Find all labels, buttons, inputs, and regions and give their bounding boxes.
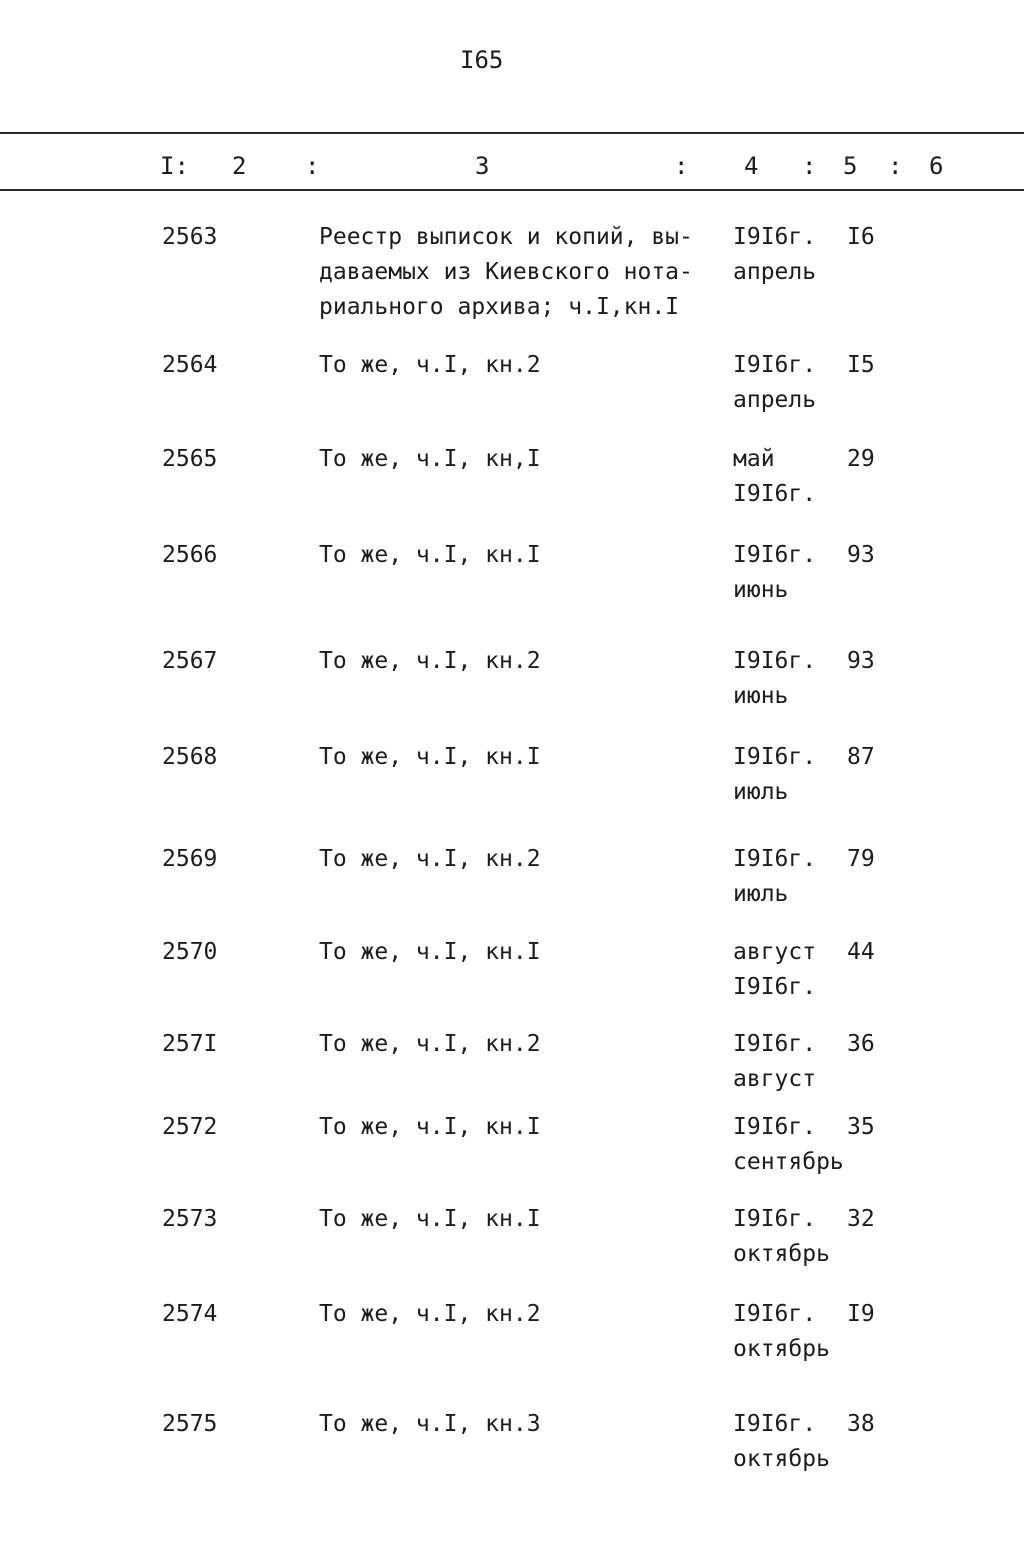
file-date-line: октябрь (733, 1446, 830, 1472)
header-top-rule (0, 132, 1024, 134)
file-number: 2564 (162, 352, 218, 378)
file-date (733, 1027, 816, 1097)
file-title (319, 220, 693, 325)
file-title-line: То же, ч.I, кн.I (319, 1206, 541, 1232)
sheet-count: 44 (847, 939, 875, 965)
file-date-line: I9I6г. (733, 744, 817, 770)
file-date (733, 1202, 830, 1272)
sheet-count: 93 (847, 648, 875, 674)
file-date-line: сентябрь (733, 1149, 844, 1175)
file-date-line: I9I6г. (733, 1114, 817, 1140)
file-date-line: I9I6г. (733, 481, 817, 507)
file-date-line: I9I6г. (733, 648, 817, 674)
column-header-2: 2 (232, 152, 247, 180)
file-number: 2570 (162, 939, 218, 965)
sheet-count: 79 (847, 846, 875, 872)
sheet-count: 29 (847, 446, 875, 472)
file-title-line: То же, ч.I, кн.I (319, 744, 541, 770)
file-date-line: апрель (733, 387, 817, 413)
file-date-line: август (733, 1066, 817, 1092)
column-separator: : (802, 152, 817, 180)
file-number: 2575 (162, 1411, 218, 1437)
file-title-line: То же, ч.I, кн.2 (319, 352, 541, 378)
file-date (733, 740, 816, 810)
file-date-line: май (733, 446, 775, 472)
file-title-line: даваемых из Киевского нота- (319, 259, 693, 285)
column-separator: : (674, 152, 689, 180)
file-title (319, 842, 541, 877)
file-number: 2568 (162, 744, 218, 770)
column-separator: : (305, 152, 320, 180)
file-title-line: То же, ч.I, кн.2 (319, 1301, 541, 1327)
file-title (319, 1027, 541, 1062)
sheet-count: I9 (847, 1301, 875, 1327)
file-title (319, 348, 541, 383)
file-date-line: октябрь (733, 1241, 830, 1267)
file-title (319, 644, 541, 679)
file-date-line: I9I6г. (733, 974, 817, 1000)
file-number: 2567 (162, 648, 218, 674)
file-date (733, 644, 816, 714)
file-title (319, 740, 541, 775)
column-header-4: 4 (744, 152, 759, 180)
sheet-count: I5 (847, 352, 875, 378)
file-date-line: июнь (733, 577, 789, 603)
file-number: 2565 (162, 446, 218, 472)
file-date-line: август (733, 939, 817, 965)
file-date-line: I9I6г. (733, 1031, 817, 1057)
file-date (733, 538, 816, 608)
file-date-line: I9I6г. (733, 224, 817, 250)
file-title (319, 538, 541, 573)
file-title-line: То же, ч.I, кн.2 (319, 648, 541, 674)
file-title-line: То же, ч.I, кн,I (319, 446, 541, 472)
file-date-line: октябрь (733, 1336, 830, 1362)
page-number: I65 (460, 46, 504, 74)
sheet-count: 87 (847, 744, 875, 770)
file-date (733, 1297, 830, 1367)
file-number: 257I (162, 1031, 218, 1057)
sheet-count: 93 (847, 542, 875, 568)
file-title-line: То же, ч.I, кн.2 (319, 1031, 541, 1057)
column-header-5: 5 (843, 152, 858, 180)
file-title (319, 1407, 541, 1442)
file-number: 2573 (162, 1206, 218, 1232)
file-title-line: То же, ч.I, кн.3 (319, 1411, 541, 1437)
column-header-3: 3 (475, 152, 490, 180)
file-date (733, 1110, 844, 1180)
file-date-line: апрель (733, 259, 817, 285)
file-title-line: То же, ч.I, кн.I (319, 542, 541, 568)
file-date-line: I9I6г. (733, 1206, 817, 1232)
file-title (319, 1297, 541, 1332)
file-title (319, 442, 541, 477)
header-bottom-rule (0, 189, 1024, 191)
file-date (733, 935, 816, 1005)
sheet-count: 35 (847, 1114, 875, 1140)
file-number: 2574 (162, 1301, 218, 1327)
column-header-1: I: (160, 152, 189, 180)
sheet-count: 38 (847, 1411, 875, 1437)
column-separator: : (888, 152, 903, 180)
file-date (733, 1407, 830, 1477)
file-title (319, 935, 541, 970)
file-number: 2563 (162, 224, 218, 250)
column-header-row (0, 152, 1024, 182)
file-title-line: риального архива; ч.I,кн.I (319, 294, 680, 320)
column-header-6: 6 (929, 152, 944, 180)
file-title-line: Реестр выписок и копий, вы- (319, 224, 693, 250)
file-date (733, 348, 816, 418)
sheet-count: 32 (847, 1206, 875, 1232)
file-title-line: То же, ч.I, кн.I (319, 939, 541, 965)
file-title-line: То же, ч.I, кн.I (319, 1114, 541, 1140)
file-date-line: I9I6г. (733, 1301, 817, 1327)
file-date-line: I9I6г. (733, 1411, 817, 1437)
file-date (733, 220, 816, 290)
file-number: 2566 (162, 542, 218, 568)
file-date-line: I9I6г. (733, 542, 817, 568)
file-date-line: I9I6г. (733, 846, 817, 872)
file-title (319, 1110, 541, 1145)
file-date-line: июль (733, 881, 789, 907)
file-title-line: То же, ч.I, кн.2 (319, 846, 541, 872)
file-date-line: I9I6г. (733, 352, 817, 378)
file-number: 2572 (162, 1114, 218, 1140)
file-date (733, 842, 816, 912)
file-date-line: июль (733, 779, 789, 805)
file-title (319, 1202, 541, 1237)
file-number: 2569 (162, 846, 218, 872)
sheet-count: I6 (847, 224, 875, 250)
sheet-count: 36 (847, 1031, 875, 1057)
file-date (733, 442, 816, 512)
file-date-line: июнь (733, 683, 789, 709)
